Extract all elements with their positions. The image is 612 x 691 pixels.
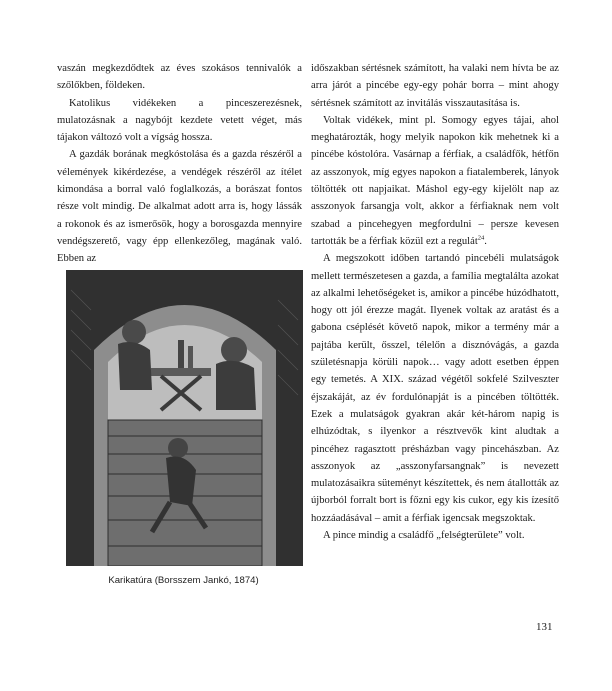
paragraph: időszakban sértésnek számított, ha valaki nem hívta be az arra járót a pincébe egy-egy pohár borra – mint ahogy sértésnek számított az invitálás visszautasítása is. — [311, 63, 559, 109]
caricature-illustration — [66, 270, 303, 566]
left-text-column — [57, 60, 302, 268]
paragraph-end: . — [484, 235, 487, 247]
paragraph — [311, 112, 559, 250]
footnote-marker: 24 — [477, 234, 485, 242]
paragraph: A megszokott időben tartandó pincebéli mulatságok mellett természetesen a gazda, a família megtalálta azokat az alkalmi lehetőségeket is, amikor a pincébe húzódhatott, hogy ott jól érezze magát. Ilyenek voltak az aratást és a gabona cséplését követő napok, mikor a termény már a pajtába került, ősszel, télelőn a disznóvágás, a gazda születésnapja körüli napok… vagy adott esetben éppen egy temetés. A XIX. század végétől sokfelé Szilveszter éjszakáját, az év fordulónapját is a pincében töltötték. Ezek a mulatságok gyakran akár két-három napig is elhúzódtak, s ilyenkor a résztvevők kint aludtak a pincéhez ragasztott présházban vagy pincehászban. Az asszonyok az „asszonyfarsangnak” is nevezett mulatozásaikra süteményt készítettek, és nem átallották az újborból forralt bort is főzni egy kis cukor, egy kis ízesítő hozzáadásával – amit a férfiak igencsak megszoktak. — [311, 253, 559, 524]
paragraph: vaszán megkezdődtek az éves szokásos tennivalók a szőlőkben, földeken. — [57, 63, 302, 92]
paragraph: A pince mindig a családfő „felségterülete” volt. — [323, 530, 525, 542]
page-number: 131 — [536, 621, 553, 633]
caricature-drawing — [66, 270, 303, 566]
paragraph-text: Voltak vidékek, mint pl. Somogy egyes tájai, ahol meghatározták, hogy melyik napokon kik mehetnek ki a pincébe kóstolóra. Vasárnap a férfiak, a családfők, hétfőn az asszonyok, míg egyes napokon a fiatalemberek, lányok töltötték ott napjaikat. Máshol egy-egy kijelölt nap az asszonyok farsangja volt, akkor a férfiaknak nem volt szabad a pincehegyen megfordulni – persze kevesen tartották be a férfiak közül ezt a regulát — [311, 114, 559, 247]
paragraph: Katolikus vidékeken a pinceszerezésnek, mulatozásnak a nagybójt kezdete vetett véget, más tájakon változó volt a vígság hossza. — [57, 97, 302, 144]
paragraph: A gazdák borának megkóstolása és a gazda részéről a vélemények kikérdezése, a vendégek részéről az ítélet kimondása a borral való foglalkozás, a borászat fontos része volt mindig. De alkalmat adott arra is, hogy lássák a rokonok és az ismerősök, hogy a borosgazda mennyire vendégszerető, vagy épp ellenkezőleg, magának való. Ebben az — [57, 149, 302, 265]
figure-caption: Karikatúra (Borsszem Jankó, 1874) — [108, 575, 259, 586]
right-text-column — [311, 60, 559, 544]
